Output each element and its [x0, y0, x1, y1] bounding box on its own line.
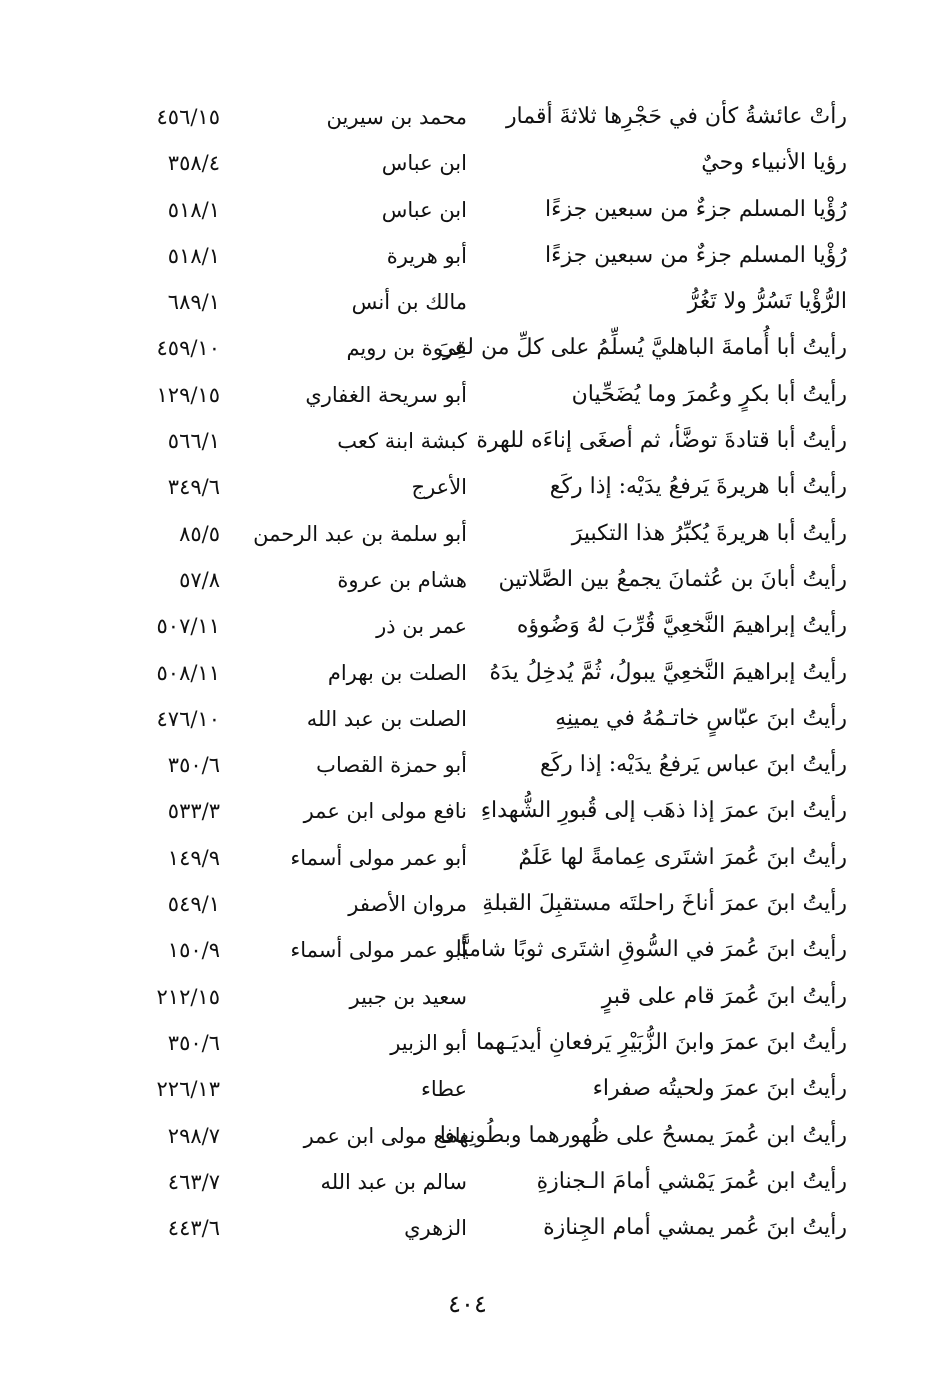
- volume-page-reference: ٣٥٠/٦: [167, 1030, 220, 1055]
- hadith-text: رأيتُ ابن عُمرَ يمسحُ على ظُهورهما وبطُونِهما: [439, 1122, 847, 1148]
- narrator-name: نافع مولى ابن عمر: [303, 1123, 467, 1148]
- volume-page-reference: ٢١٢/١٥: [156, 984, 220, 1009]
- volume-page-reference: ٤٤٣/٦: [167, 1216, 220, 1241]
- index-row: [0, 94, 935, 140]
- volume-page-reference: ٥٣٣/٣: [167, 799, 220, 824]
- volume-page-reference: ١٢٩/١٥: [156, 382, 220, 407]
- narrator-name: ابن عباس: [381, 197, 467, 222]
- volume-page-reference: ١٥٠/٩: [167, 938, 220, 963]
- volume-page-reference: ٥٤٩/١: [167, 892, 220, 917]
- index-row: [0, 974, 935, 1020]
- narrator-name: الأعرج: [411, 475, 467, 500]
- hadith-text: رأيتُ ابنَ عمرَ إذا ذهَب إلى قُبورِ الشُّهداءِ: [480, 798, 847, 824]
- narrator-name: أبو سريحة الغفاري: [305, 382, 467, 407]
- volume-page-reference: ٤٥٩/١٠: [156, 336, 220, 361]
- index-row: [0, 557, 935, 603]
- index-row: [0, 603, 935, 649]
- hadith-text: رُؤْيا المسلم جزءٌ من سبعين جزءًا: [544, 196, 847, 222]
- index-row: [0, 140, 935, 186]
- volume-page-reference: ٤٥٦/١٥: [156, 105, 220, 129]
- index-row: [0, 511, 935, 557]
- index-row: [0, 1159, 935, 1205]
- hadith-text: رؤيا الأنبياء وحيٌ: [701, 150, 847, 176]
- index-row: [0, 279, 935, 325]
- narrator-name: سالم بن عبد الله: [320, 1169, 467, 1194]
- hadith-text: رأتْ عائشةُ كأن في حَجْرِها ثلاثةَ أقمار: [505, 104, 847, 129]
- volume-page-reference: ٦٨٩/١: [167, 290, 220, 315]
- volume-page-reference: ١٤٩/٩: [167, 845, 220, 870]
- hadith-text: رأيتُ أبا بكرٍ وعُمرَ وما يُضَحِّيان: [571, 381, 847, 407]
- narrator-name: أبو سلمة بن عبد الرحمن: [253, 521, 467, 546]
- narrator-name: الزهري: [404, 1216, 467, 1241]
- index-row: [0, 1066, 935, 1112]
- hadith-text: رأيتُ ابنَ عُمرَ في السُّوقِ اشتَرى ثوبًا شاميًّا: [455, 937, 847, 963]
- hadith-text: رأيتُ ابنَ عبّاسٍ خاتـمُهُ في يمينِهِ: [555, 705, 847, 731]
- narrator-name: أبو حمزة القصاب: [316, 753, 467, 778]
- volume-page-reference: ٣٤٩/٦: [167, 475, 220, 500]
- index-row: [0, 233, 935, 279]
- hadith-text: رأيتُ ابنَ عباس يَرفعُ يدَيْه: إذا ركَع: [539, 752, 847, 778]
- hadith-text: رُؤْيا المسلم جزءٌ من سبعين جزءًا: [544, 242, 847, 268]
- volume-page-reference: ٥٧/٨: [179, 567, 220, 592]
- narrator-name: عطاء: [420, 1077, 467, 1102]
- narrator-name: الصلت بن بهرام: [327, 660, 467, 685]
- hadith-text: رأيتُ أبا أُمامةَ الباهليَّ يُسلِّمُ على كلِّ من لقِيَ: [437, 335, 847, 361]
- index-row: [0, 187, 935, 233]
- page-number: ٤٠٤: [448, 1290, 487, 1318]
- volume-page-reference: ٢٢٦/١٣: [156, 1077, 220, 1102]
- narrator-name: عروة بن رويم: [346, 336, 467, 361]
- narrator-name: مروان الأصفر: [348, 892, 467, 917]
- narrator-name: أبو عمر مولى أسماء: [290, 938, 467, 963]
- hadith-text: رأيتُ ابنَ عُمرَ قام على قبرٍ: [601, 983, 847, 1009]
- index-row: [0, 650, 935, 696]
- index-row: [0, 464, 935, 510]
- narrator-name: كبشة ابنة كعب: [337, 429, 467, 454]
- narrator-name: سعيد بن جبير: [349, 984, 467, 1009]
- hadith-text: رأيتُ إبراهيمَ النَّخعِيَّ يبولُ، ثُمَّ يُدخِلُ يدَهُ: [489, 659, 847, 685]
- index-row: [0, 1205, 935, 1251]
- hadith-text: الرُّؤْيا تَسُرُّ ولا تَغُرُّ: [687, 289, 847, 315]
- hadith-text: رأيتُ ابنَ عُمرَ اشتَرى عِمامةً لها عَلَمٌ: [518, 844, 847, 870]
- narrator-name: الصلت بن عبد الله: [306, 706, 467, 731]
- hadith-text: رأيتُ ابنَ عمرَ أناخَ راحلتَه مستقبِلَ القبلةِ: [482, 891, 847, 917]
- index-row: [0, 372, 935, 418]
- index-row: [0, 927, 935, 973]
- hadith-text: رأيتُ أبا قتادةَ توضَّأ، ثم أصغَى إناءَه للهرة: [476, 428, 847, 454]
- index-row: [0, 881, 935, 927]
- hadith-text: رأيتُ ابن عُمرَ يَمْشي أمامَ الـجنازةِ: [536, 1168, 847, 1194]
- narrator-name: نافع مولى ابن عمر: [303, 799, 467, 824]
- hadith-text: رأيتُ أبانَ بن عُثمانَ يجمعُ بين الصَّلاتين: [498, 566, 847, 592]
- narrator-name: أبو الزبير: [390, 1030, 467, 1055]
- narrator-name: مالك بن أنس: [351, 290, 467, 315]
- narrator-name: عمر بن ذر: [376, 614, 467, 639]
- volume-page-reference: ٤٦٣/٧: [167, 1169, 220, 1194]
- narrator-name: محمد بن سيرين: [326, 105, 467, 129]
- narrator-name: أبو عمر مولى أسماء: [290, 845, 467, 870]
- hadith-text: رأيتُ أبا هريرةَ يَرفعُ يدَيْه: إذا ركَع: [549, 474, 847, 500]
- narrator-name: أبو هريرة: [386, 243, 467, 268]
- hadith-text: رأيتُ ابنَ عُمر يمشي أمام الجِنازة: [543, 1215, 847, 1241]
- index-row: [0, 1020, 935, 1066]
- hadith-text: رأيتُ إبراهيمَ النَّخعِيَّ قُرِّبَ لهُ وَضُوؤه: [516, 613, 847, 639]
- hadith-text: رأيتُ ابنَ عمرَ ولحيتُه صفراء: [592, 1076, 847, 1102]
- index-row: [0, 1113, 935, 1159]
- hadith-index-table: [0, 94, 935, 1251]
- volume-page-reference: ٥١٨/١: [167, 243, 220, 268]
- volume-page-reference: ٥٠٨/١١: [156, 660, 220, 685]
- volume-page-reference: ٥٠٧/١١: [156, 614, 220, 639]
- index-row: [0, 788, 935, 834]
- volume-page-reference: ٣٥٠/٦: [167, 753, 220, 778]
- volume-page-reference: ٢٩٨/٧: [167, 1123, 220, 1148]
- index-row: [0, 325, 935, 371]
- hadith-text: رأيتُ ابنَ عمرَ وابنَ الزُّبَيْرِ يَرفعانِ أيديَـهما: [475, 1029, 847, 1055]
- volume-page-reference: ٥٦٦/١: [167, 429, 220, 454]
- narrator-name: ابن عباس: [381, 151, 467, 176]
- volume-page-reference: ٤٧٦/١٠: [156, 706, 220, 731]
- narrator-name: هشام بن عروة: [337, 567, 467, 592]
- volume-page-reference: ٣٥٨/٤: [167, 151, 220, 176]
- index-row: [0, 418, 935, 464]
- index-row: [0, 742, 935, 788]
- index-row: [0, 696, 935, 742]
- volume-page-reference: ٥١٨/١: [167, 197, 220, 222]
- hadith-text: رأيتُ أبا هريرةَ يُكبِّرُ هذا التكبيرَ: [571, 520, 847, 546]
- index-row: [0, 835, 935, 881]
- volume-page-reference: ٨٥/٥: [179, 521, 220, 546]
